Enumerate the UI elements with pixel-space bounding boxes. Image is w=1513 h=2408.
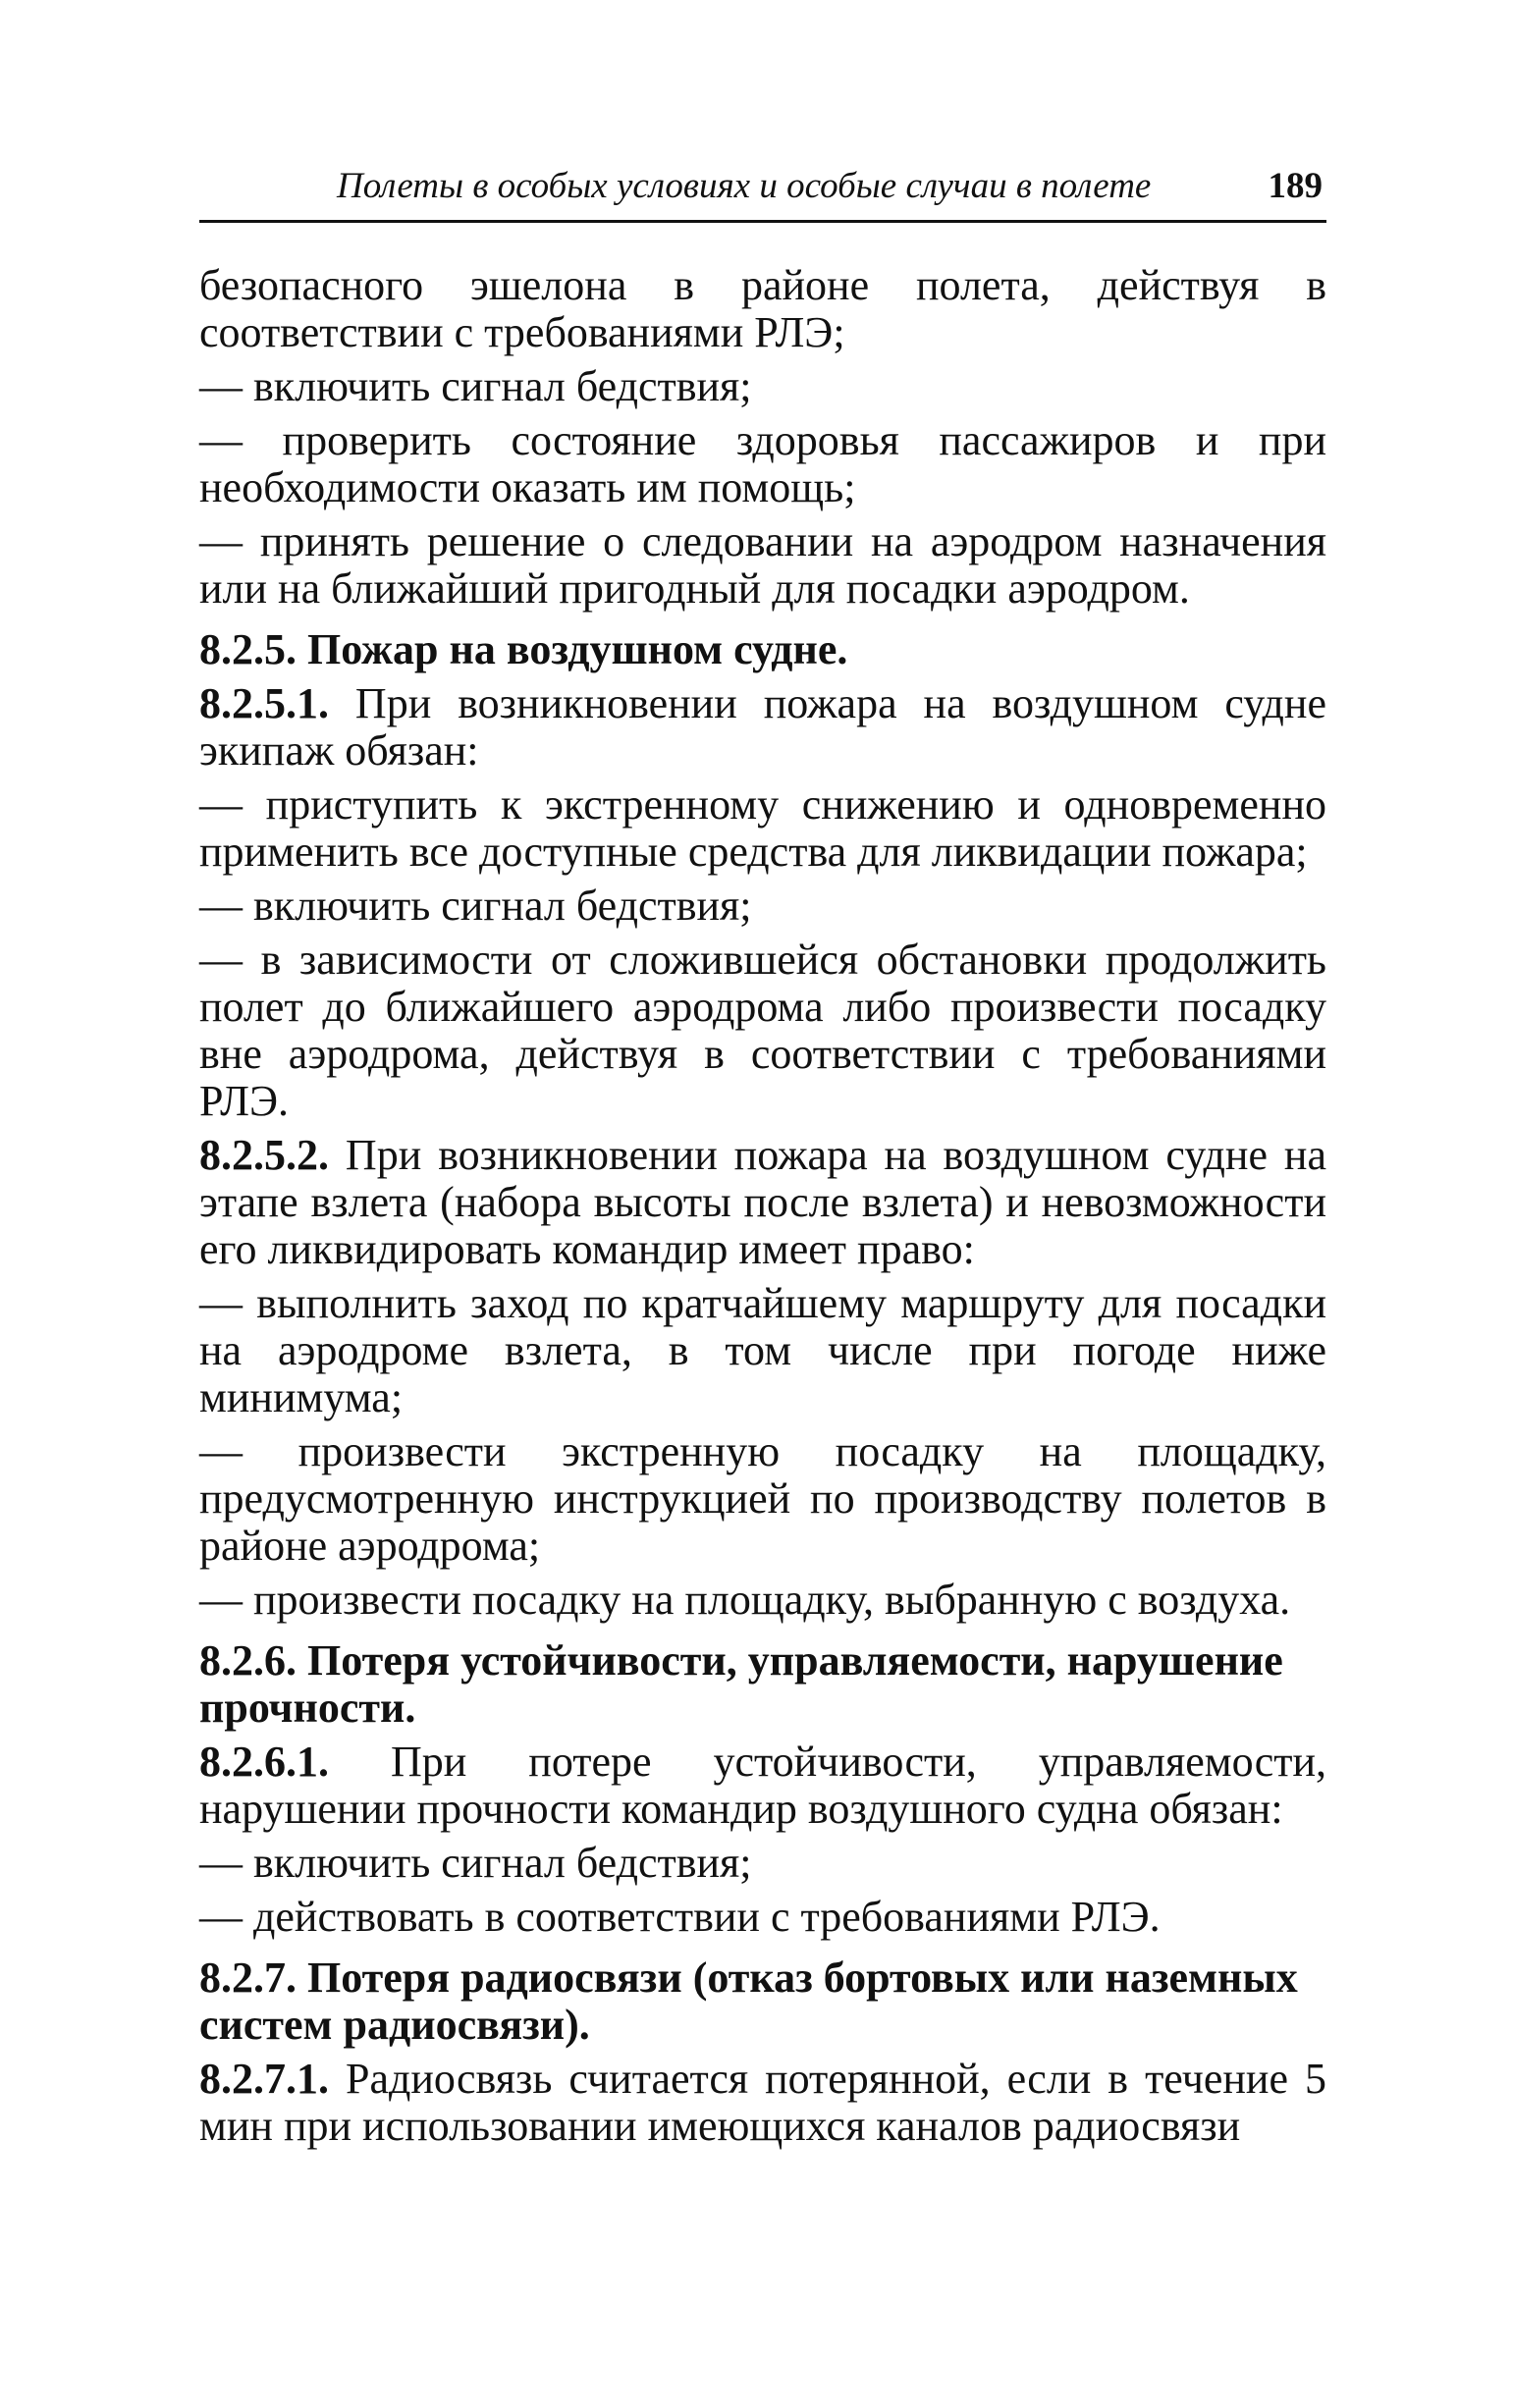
list-item: — проверить состояние здоровья пассажиров и при необходимости оказать им помощь; — [199, 416, 1326, 511]
list-item: — включить сигнал бедствия; — [199, 1839, 752, 1887]
numbered-paragraph — [199, 680, 1326, 775]
clause-text: При возникновении пожара на воздушном судне на этапе взлета (набора высоты после взлета) и невозможности его ликвидировать командир имеет право: — [199, 1131, 1326, 1273]
list-item: — приступить к экстренному снижению и одновременно применить все доступные средства для ликвидации пожара; — [199, 780, 1326, 876]
list-item: — произвести посадку на площадку, выбранную с воздуха. — [199, 1576, 1291, 1624]
running-title: Полеты в особых условиях и особые случаи в полете — [337, 166, 1152, 206]
numbered-paragraph — [199, 2056, 1326, 2150]
section-heading: 8.2.7. Потеря радиосвязи (отказ бортовых или наземных систем радиосвязи). — [199, 1953, 1298, 2049]
clause-number: 8.2.5.2. — [199, 1131, 329, 1179]
list-item: — в зависимости от сложившейся обстановки продолжить полет до ближайшего аэродрома либо произвести посадку вне аэродрома, действуя в соответствии с требованиями РЛЭ. — [199, 936, 1326, 1125]
clause-text: Радиосвязь считается потерянной, если в течение 5 мин при использовании имеющихся каналов радиосвязи — [199, 2055, 1326, 2150]
list-item: — принять решение о следовании на аэродром назначения или на ближайший пригодный для посадки аэродром. — [199, 517, 1326, 613]
clause-text: При возникновении пожара на воздушном судне экипаж обязан: — [199, 679, 1326, 775]
page-number: 189 — [1268, 166, 1323, 206]
page-body — [199, 262, 1326, 2150]
list-item: — произвести экстренную посадку на площадку, предусмотренную инструкцией по производству полетов в районе аэродрома; — [199, 1427, 1326, 1570]
running-header — [199, 165, 1326, 223]
clause-number: 8.2.7.1. — [199, 2055, 329, 2103]
list-item: — выполнить заход по кратчайшему маршруту для посадки на аэродроме взлета, в том числе при погоде ниже минимума; — [199, 1279, 1326, 1421]
paragraph: безопасного эшелона в районе полета, действуя в соответствии с требованиями РЛЭ; — [199, 261, 1326, 356]
numbered-paragraph — [199, 1132, 1326, 1273]
section-heading: 8.2.6. Потеря устойчивости, управляемости, нарушение прочности. — [199, 1636, 1283, 1732]
list-item: — включить сигнал бедствия; — [199, 362, 752, 410]
section-heading: 8.2.5. Пожар на воздушном судне. — [199, 625, 848, 673]
clause-number: 8.2.5.1. — [199, 679, 329, 727]
numbered-paragraph — [199, 1739, 1326, 1833]
list-item: — действовать в соответствии с требованиями РЛЭ. — [199, 1893, 1161, 1941]
clause-number: 8.2.6.1. — [199, 1738, 329, 1786]
list-item: — включить сигнал бедствия; — [199, 882, 752, 930]
clause-text: При потере устойчивости, управляемости, нарушении прочности командир воздушного судна обязан: — [199, 1738, 1326, 1833]
book-page — [199, 165, 1326, 2157]
